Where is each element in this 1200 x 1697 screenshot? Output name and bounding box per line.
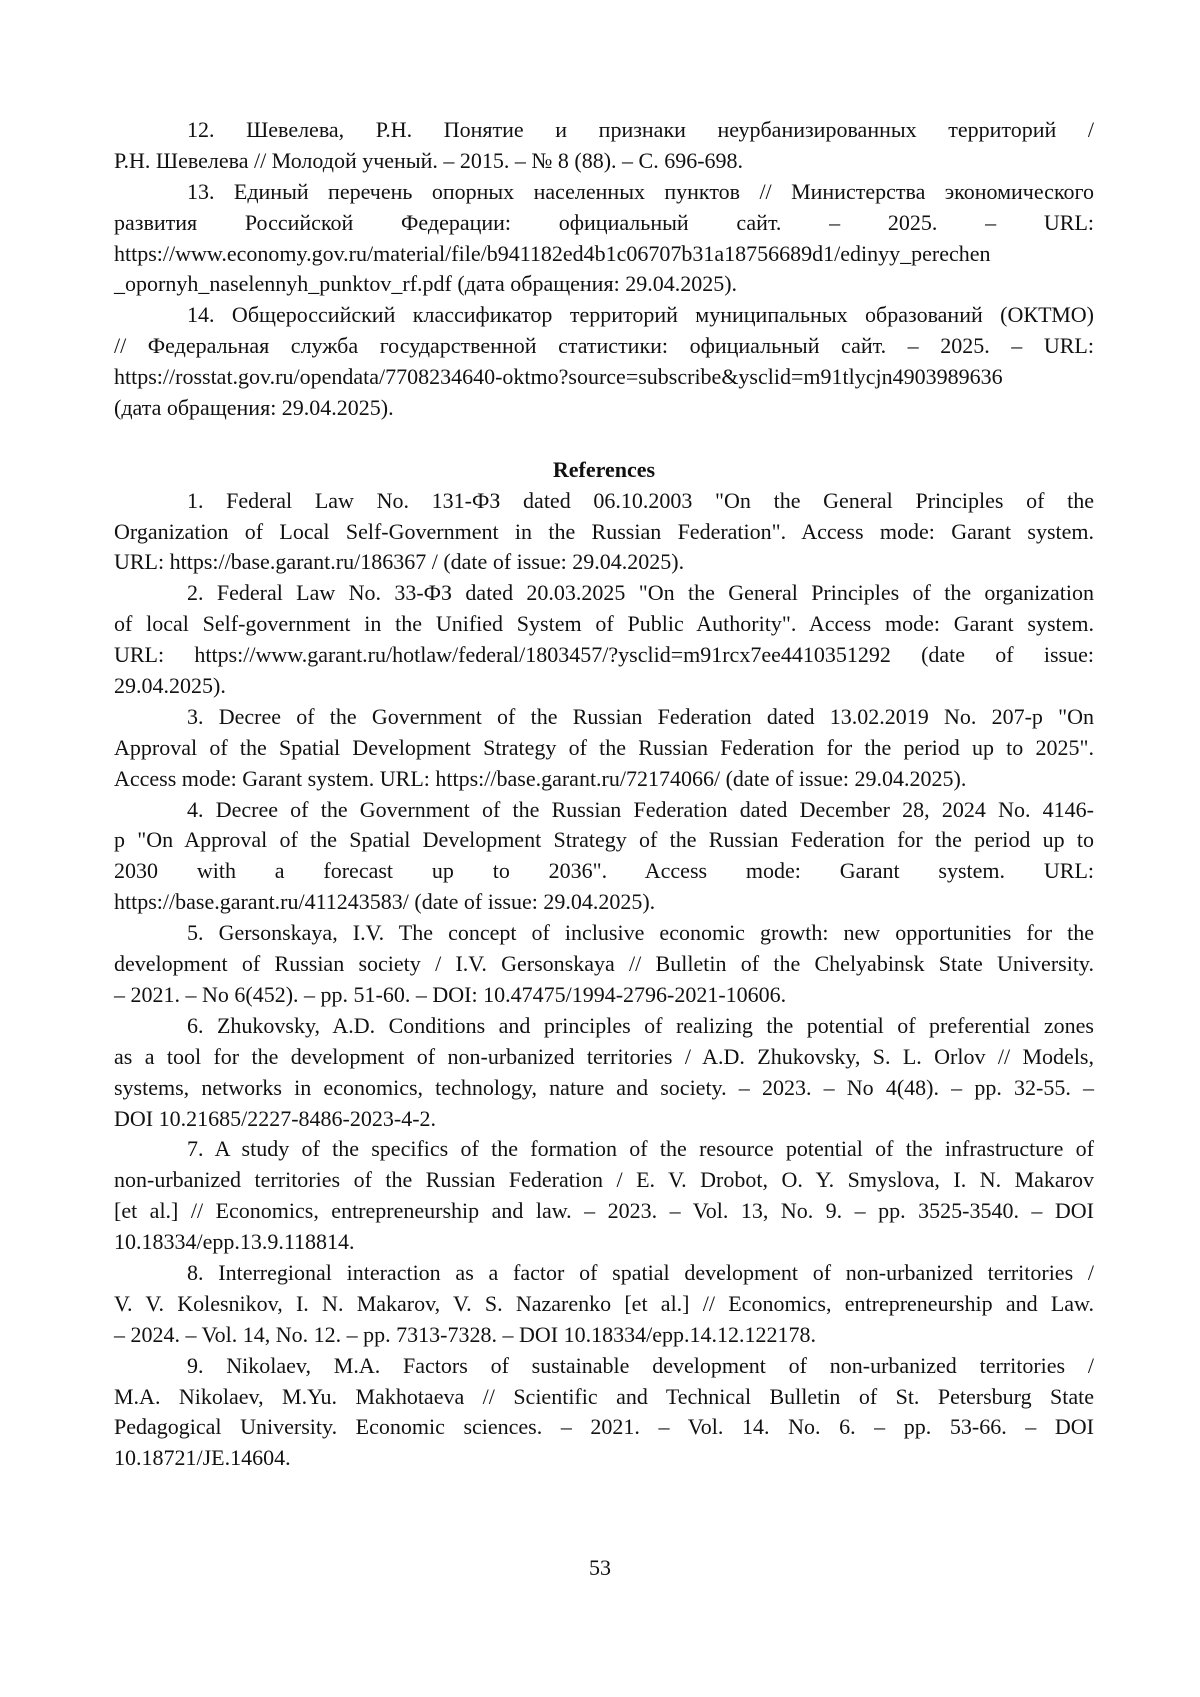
reference-line: 10.18334/epp.13.9.118814. [114,1229,355,1255]
reference-entry [114,918,1094,1011]
page-number: 53 [589,1555,611,1580]
reference-entry [114,1351,1094,1475]
reference-line: _opornyh_naselennyh_punktov_rf.pdf (дата обращения: 29.04.2025). [114,271,738,297]
reference-line: – 2024. – Vol. 14, No. 12. – pp. 7313-7328. – DOI 10.18334/epp.14.12.122178. [114,1321,816,1347]
reference-entry [114,115,1094,177]
reference-line: as a tool for the development of non-urbanized territories / A.D. Zhukovsky, S. L. Orlov // Models, [114,1043,1094,1069]
reference-line: V. V. Kolesnikov, I. N. Makarov, V. S. Nazarenko [et al.] // Economics, entrepreneurship and Law. [114,1290,1094,1316]
reference-line: – 2021. – No 6(452). – pp. 51-60. – DOI: 10.47475/1994-2796-2021-10606. [114,981,787,1007]
reference-line: 13. Единый перечень опорных населенных пунктов // Министерства экономического [187,178,1094,204]
reference-entry [114,486,1094,579]
reference-line: of local Self-government in the Unified System of Public Authority". Access mode: Garant system. [114,611,1094,637]
reference-line: 12. Шевелева, Р.Н. Понятие и признаки неурбанизированных территорий / [187,117,1094,142]
reference-line: URL: https://base.garant.ru/186367 / (date of issue: 29.04.2025). [114,549,685,575]
russian-reference-list [114,115,1094,424]
spacer [114,424,1094,455]
reference-entry [114,1011,1094,1135]
reference-line: [et al.] // Economics, entrepreneurship and law. – 2023. – Vol. 13, No. 9. – pp. 3525-3540. – DOI [114,1198,1094,1224]
reference-line: 7. A study of the specifics of the formation of the resource potential of the infrastructure of [187,1136,1094,1162]
reference-entry [114,177,1094,301]
reference-line: Approval of the Spatial Development Strategy of the Russian Federation for the period up to 2025". [114,734,1094,760]
reference-line: 6. Zhukovsky, A.D. Conditions and principles of realizing the potential of preferential zones [187,1012,1094,1038]
reference-entry [114,702,1094,795]
reference-line: Organization of Local Self-Government in the Russian Federation". Access mode: Garant system. [114,518,1094,544]
reference-line: Р.Н. Шевелева // Молодой ученый. – 2015. – № 8 (88). – С. 696-698. [114,147,744,173]
reference-line: Pedagogical University. Economic sciences. – 2021. – Vol. 14. No. 6. – pp. 53-66. – DOI [114,1414,1094,1440]
reference-line: (дата обращения: 29.04.2025). [114,395,394,421]
reference-line: DOI 10.21685/2227-8486-2023-4-2. [114,1105,437,1131]
page-content [114,115,1094,1474]
reference-entry [114,1134,1094,1258]
reference-line: развития Российской Федерации: официальный сайт. – 2025. – URL: [114,209,1094,235]
reference-line: 14. Общероссийский классификатор территорий муниципальных образований (ОКТМО) [187,302,1094,328]
references-list [114,486,1094,1475]
references-heading: References [552,456,656,482]
reference-entry [114,578,1094,702]
reference-line: 1. Federal Law No. 131-ФЗ dated 06.10.2003 "On the General Principles of the [187,487,1094,513]
reference-line: 10.18721/JE.14604. [114,1445,291,1471]
reference-line: 8. Interregional interaction as a factor of spatial development of non-urbanized territories / [187,1259,1094,1285]
reference-line: 4. Decree of the Government of the Russian Federation dated December 28, 2024 No. 4146- [187,796,1094,822]
reference-line: systems, networks in economics, technology, nature and society. – 2023. – No 4(48). – pp. 32-55. – [114,1074,1094,1100]
reference-line: 9. Nikolaev, M.A. Factors of sustainable development of non-urbanized territories / [187,1352,1094,1378]
reference-line: // Федеральная служба государственной статистики: официальный сайт. – 2025. – URL: [114,333,1094,359]
reference-line: 29.04.2025). [114,673,226,699]
reference-line: 2. Federal Law No. 33-ФЗ dated 20.03.2025 "On the General Principles of the organization [187,580,1094,606]
reference-line: Access mode: Garant system. URL: https://base.garant.ru/72174066/ (date of issue: 29.04.2025). [114,765,967,791]
reference-line: non-urbanized territories of the Russian Federation / E. V. Drobot, O. Y. Smyslova, I. N. Makarov [114,1167,1094,1193]
reference-entry [114,795,1094,919]
reference-line: р "On Approval of the Spatial Development Strategy of the Russian Federation for the period up to [114,827,1094,853]
reference-line: M.A. Nikolaev, M.Yu. Makhotaeva // Scientific and Technical Bulletin of St. Petersburg State [114,1383,1094,1409]
reference-line: 5. Gersonskaya, I.V. The concept of inclusive economic growth: new opportunities for the [187,920,1094,946]
reference-line: 3. Decree of the Government of the Russian Federation dated 13.02.2019 No. 207-р "On [187,703,1094,729]
reference-entry [114,1258,1094,1351]
reference-line: https://rosstat.gov.ru/opendata/7708234640-oktmo?source=subscribe&ysclid=m91tlycjn4903989636 [114,364,1003,390]
reference-line: 2030 with a forecast up to 2036". Access mode: Garant system. URL: [114,858,1094,884]
reference-entry [114,300,1094,424]
reference-line: https://base.garant.ru/411243583/ (date of issue: 29.04.2025). [114,889,656,915]
reference-line: URL: https://www.garant.ru/hotlaw/federal/1803457/?ysclid=m91rcx7ee4410351292 (date of issue: [114,642,1094,668]
reference-line: development of Russian society / I.V. Gersonskaya // Bulletin of the Chelyabinsk State University. [114,951,1094,977]
reference-line: https://www.economy.gov.ru/material/file/b941182ed4b1c06707b31a18756689d1/edinyy_perechen [114,240,991,266]
